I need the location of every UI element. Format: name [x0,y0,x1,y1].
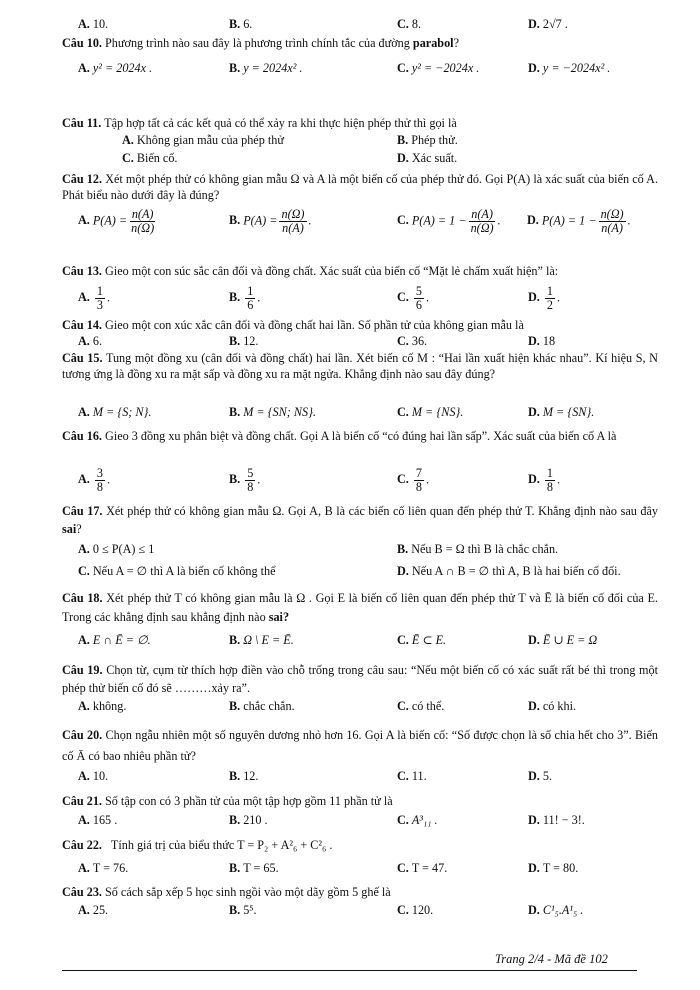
option-a: A. 6. [78,334,102,348]
option-b: B. M = {SN; NS}. [229,405,317,419]
option-d: D. P(A) = 1 − $\frac{n(\Omega)}{n(A)}$ . [527,207,631,235]
option-d: D. $\frac{1}{2}$ . [528,284,560,312]
page-footer: Trang 2/4 - Mã đề 102 [495,952,608,966]
question-15: Câu 15. Tung một đồng xu (cân đối và đồng chất) hai lần. Xét biến cố M : “Hai lần xuất hiện khác nhau”. Kí hiệu S, N tương ứng là đồng xu ra mặt sấp và đồng xu ra mặt ngửa. Khẳng định nào sau đây đúng? [62,351,658,381]
option-b: B. P(A) = $\frac{n(\Omega)}{n(A)}$ . [229,207,312,235]
option-b: B. Phép thử. [397,133,458,147]
option-c: C. P(A) = 1 − $\frac{n(A)}{n(\Omega)}$ . [397,207,501,235]
option-a: A. $\frac{1}{3}$ . [78,284,110,312]
option-d: D. Nếu A ∩ B = ∅ thì A, B là hai biến cố đối. [397,564,621,578]
fraction: $\frac{n(A)}{n(\Omega)}$ [470,207,494,235]
footer-divider [62,970,637,971]
option-c: C. Biến cố. [122,151,178,165]
option-d: D. Ē ∪ E = Ω [528,633,598,647]
question-14: Câu 14. Gieo một con xúc xắc cân đối và đồng chất hai lần. Số phần tử của không gian mẫu là [62,318,524,332]
option-a: A. 10. [78,17,109,31]
option-d: D. M = {SN}. [528,405,595,419]
option-d: D. $\frac{1}{8}$ . [528,466,560,494]
option-b: B. 12. [229,334,259,348]
option-c: C. Nếu A = ∅ thì A là biến cố không thể [78,564,276,578]
option-a: A. T = 76. [78,861,129,875]
option-c: C. 36. [397,334,428,348]
option-b: B. $\frac{1}{6}$ . [229,284,261,312]
question-16: Câu 16. Gieo 3 đồng xu phân biệt và đồng chất. Gọi A là biến cố “có đúng hai lần sấp”. Xác suất của biến cố A là [62,429,617,443]
option-c: C. T = 47. [397,861,448,875]
option-b: B. chắc chắn. [229,699,295,713]
option-d: D. C¹₅.A¹₅ . [528,903,584,917]
option-b: B. 5⁵. [229,903,257,917]
question-11: Câu 11. Tập hợp tất cả các kết quả có thể xảy ra khi thực hiện phép thử thì gọi là [62,116,457,130]
option-c: C. Ē ⊂ E. [397,633,447,647]
option-c: C. y² = −2024x . [397,61,480,75]
option-d: D. 18 [528,334,556,348]
question-10: Câu 10. Phương trình nào sau đây là phương trình chính tắc của đường parabol? [62,36,459,50]
option-c: C. $\frac{7}{8}$ . [397,466,429,494]
option-b: B. Nếu B = Ω thì B là chắc chắn. [397,542,559,556]
option-d: D. 2√7 . [528,17,568,31]
question-21: Câu 21. Số tập con có 3 phần tử của một tập hợp gồm 11 phần tử là [62,794,393,808]
option-a: A. Không gian mẫu của phép thử [122,133,284,147]
question-18: Câu 18. Xét phép thử T có không gian mẫu là Ω . Gọi E là biến cố liên quan đến phép thử T và Ē là biến cố đối của E. Trong các khẳng định sau khẳng định nào sai? [62,591,658,624]
option-c: C. có thể. [397,699,445,713]
question-19: Câu 19. Chọn từ, cụm từ thích hợp điền vào chỗ trống trong câu sau: “Nếu một biến cố có xác suất rất bé thì trong một phép thử biến cố đó sẽ ………xảy ra”. [62,663,659,695]
option-c: C. 8. [397,17,421,31]
fraction: $\frac{n(\Omega)}{n(A)}$ [600,207,624,235]
option-d: D. y = −2024x² . [528,61,611,75]
question-22: Câu 22. Tính giá trị của biểu thức T = P₂ + A²₆ + C²₆ . [62,838,333,852]
option-b: B. 12. [229,769,259,783]
question-23: Câu 23. Số cách sắp xếp 5 học sinh ngồi vào một dãy gồm 5 ghế là [62,885,391,899]
option-c: C. M = {NS}. [397,405,464,419]
option-c: C. $\frac{5}{6}$ . [397,284,429,312]
option-a: A. $\frac{3}{8}$ . [78,466,110,494]
option-a: A. không. [78,699,127,713]
question-17: Câu 17. Xét phép thử có không gian mẫu Ω. Gọi A, B là các biến cố liên quan đến phép thử T. Khẳng định nào sau đây sai? [62,504,658,536]
option-b: B. y = 2024x² . [229,61,303,75]
option-a: A. 0 ≤ P(A) ≤ 1 [78,542,155,556]
option-d: D. T = 80. [528,861,579,875]
option-a: A. P(A) = $\frac{n(A)}{n(\Omega)}$ [78,207,155,235]
option-a: A. 25. [78,903,109,917]
option-a: A. 10. [78,769,109,783]
option-b: B. Ω \ E = Ē. [229,633,294,647]
option-b: B. 6. [229,17,253,31]
option-a: A. E ∩ Ē = ∅. [78,633,151,647]
option-d: D. 5. [528,769,552,783]
option-a: A. 165 . [78,813,118,827]
option-b: B. 210 . [229,813,268,827]
option-c: C. 11. [397,769,427,783]
option-b: B. T = 65. [229,861,279,875]
option-a: A. y² = 2024x . [78,61,153,75]
fraction: $\frac{n(A)}{n(\Omega)}$ [131,207,155,235]
question-12: Câu 12. Xét một phép thử có không gian mẫu Ω và A là một biến cố của phép thử đó. Gọi P(A) là xác suất của biến cố A. Phát biểu nào dưới đây là đúng? [62,172,659,202]
option-c: C. 120. [397,903,434,917]
fraction: $\frac{n(\Omega)}{n(A)}$ [281,207,305,235]
option-c: C. A³₁₁ . [397,813,438,827]
question-20: Câu 20. Chọn ngẫu nhiên một số nguyên dương nhỏ hơn 16. Gọi A là biến cố: “Số được chọn là số chia hết cho 3”. Biến cố Ā có bao nhiêu phần tử? [62,728,659,763]
option-a: A. M = {S; N}. [78,405,152,419]
question-13: Câu 13. Gieo một con súc sắc cân đối và đồng chất. Xác suất của biến cố “Mặt lẻ chấm xuất hiện” là: [62,264,559,278]
option-d: D. có khi. [528,699,577,713]
option-d: D. 11! − 3!. [528,813,585,827]
option-b: B. $\frac{5}{8}$ . [229,466,261,494]
option-d: D. Xác suất. [397,151,458,165]
